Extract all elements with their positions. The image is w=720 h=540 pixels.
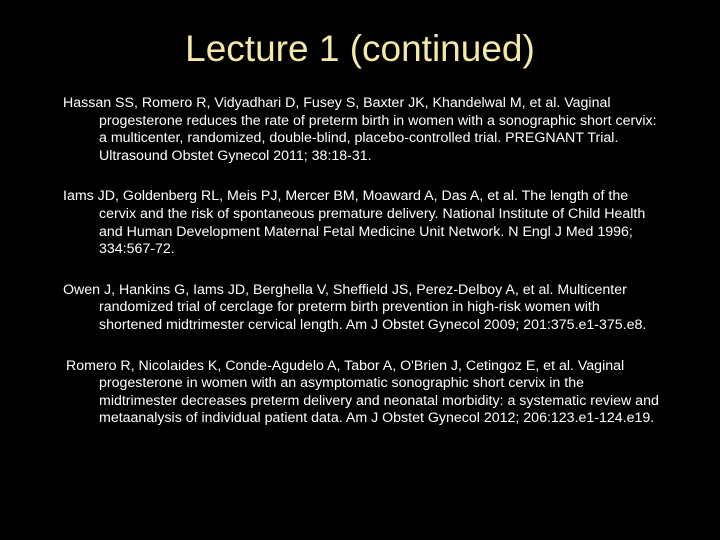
reference-item: Owen J, Hankins G, Iams JD, Berghella V, Sheffield JS, Perez-Delboy A, et al. Multicenter randomized trial of cerclage for preterm birth prevention in high-risk women with shortened midtrimester cervical length. Am J Obstet Gynecol 2009; 201:375.e1-375.e8. [63,281,647,333]
reference-list [63,95,663,451]
reference-item: Romero R, Nicolaides K, Conde-Agudelo A, Tabor A, O'Brien J, Cetingoz E, et al. Vaginal progesterone in women with an asymptomatic sonographic short cervix in the midtrimester decreases preterm delivery and neonatal morbidity: a systematic review and metaanalysis of individual patient data. Am J Obstet Gynecol 2012; 206:123.e1-124.e19. [66,357,659,427]
reference-item: Iams JD, Goldenberg RL, Meis PJ, Mercer BM, Moaward A, Das A, et al. The length of the cervix and the risk of spontaneous premature delivery. National Institute of Child Health and Human Development Maternal Fetal Medicine Unit Network. N Engl J Med 1996; 334:567-72. [63,188,646,258]
slide-title: Lecture 1 (continued) [185,28,535,69]
reference-item: Hassan SS, Romero R, Vidyadhari D, Fusey S, Baxter JK, Khandelwal M, et al. Vaginal progesterone reduces the rate of preterm birth in women with a sonographic short cervix: a multicenter, randomized, double-blind, placebo-controlled trial. PREGNANT Trial. Ultrasound Obstet Gynecol 2011; 38:18-31. [63,95,657,164]
